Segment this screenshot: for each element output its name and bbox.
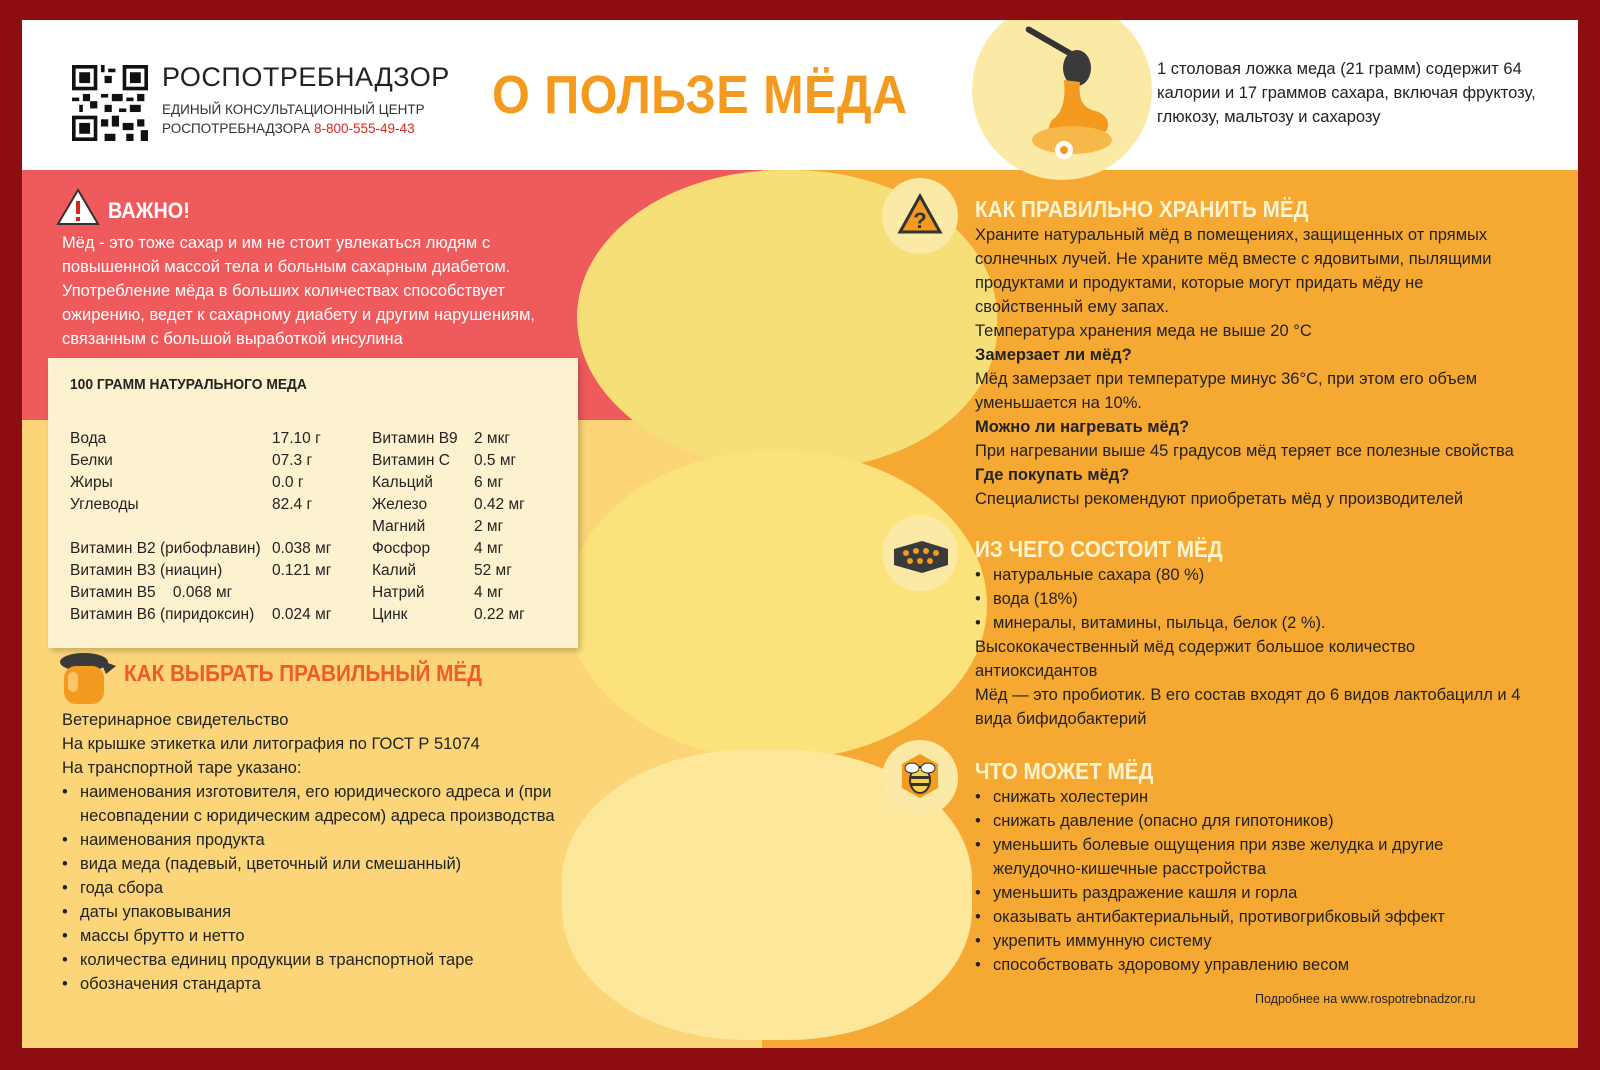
phone-number[interactable]: 8-800-555-49-43 xyxy=(314,121,415,136)
nutrient-value: 0.42 мг xyxy=(474,496,525,513)
composition-bullet-item: • минералы, витамины, пыльца, белок (2 %). xyxy=(975,611,1535,635)
nutrition-row xyxy=(70,606,332,628)
benefits-title: ЧТО МОЖЕТ МЁД xyxy=(975,758,1154,784)
honey-dipper-icon xyxy=(972,20,1152,180)
choose-bullets xyxy=(62,780,562,996)
nutrition-row xyxy=(70,584,232,606)
nutrient-value: 0.121 мг xyxy=(272,562,332,579)
storage-answer: Мёд замерзает при температуре минус 36°С, при этом его объем уменьшается на 10%. xyxy=(975,370,1478,412)
nutrient-name: Магний xyxy=(372,518,426,535)
composition-bullet-item: • натуральные сахара (80 %) xyxy=(975,563,1535,587)
nutrition-table xyxy=(48,358,578,648)
nutrient-name: Углеводы xyxy=(70,496,139,513)
choose-honey-text xyxy=(62,708,562,996)
nutrient-name: Вода xyxy=(70,430,107,447)
nutrient-name: Цинк xyxy=(372,606,408,623)
nutrition-row xyxy=(372,430,511,452)
choose-bullet-item: • наименования продукта xyxy=(62,828,562,852)
nutrition-row xyxy=(372,474,504,496)
choose-bullet-item: • массы брутто и нетто xyxy=(62,924,562,948)
nutrient-value: 17.10 г xyxy=(272,430,321,447)
nutrition-row xyxy=(70,452,313,474)
choose-line: Ветеринарное свидетельство xyxy=(62,711,289,729)
nutrient-value: 2 мг xyxy=(474,518,504,535)
composition-icon-circle xyxy=(882,515,958,591)
choose-bullet-item: • года сбора xyxy=(62,876,562,900)
nutrition-title: 100 ГРАММ НАТУРАЛЬНОГО МЕДА xyxy=(70,376,307,393)
poster xyxy=(22,20,1578,1048)
choose-bullet-item: • количества единиц продукции в транспортной таре xyxy=(62,948,562,972)
storage-answer: При нагревании выше 45 градусов мёд теряет все полезные свойства xyxy=(975,442,1514,460)
benefits-icon-circle xyxy=(882,740,958,816)
nutrient-name: Железо xyxy=(372,496,428,513)
composition-text xyxy=(975,563,1535,731)
storage-question: Замерзает ли мёд? xyxy=(975,346,1132,364)
nutrition-row xyxy=(372,518,504,540)
composition-title: ИЗ ЧЕГО СОСТОИТ МЁД xyxy=(975,536,1223,562)
bee-icon xyxy=(882,740,958,816)
storage-temperature: Температура хранения меда не выше 20 °С xyxy=(975,322,1312,340)
important-text: Мёд - это тоже сахар и им не стоит увлекаться людям с повышенной массой тела и больным сахарным диабетом. Употребление мёда в больших количествах способствует ожирению, ведет к сахарному диабету и другим нарушениям, связанным с большой выработкой инсулина xyxy=(62,234,536,348)
footer-link[interactable]: Подробнее на www.rospotrebnadzor.ru xyxy=(1255,992,1476,1006)
nutrient-value: 0.0 г xyxy=(272,474,304,491)
nutrient-name: Витамин С xyxy=(372,452,450,469)
svg-text:?: ? xyxy=(913,208,927,233)
org-hotline-label: РОСПОТРЕБНАДЗОРА xyxy=(162,121,311,136)
composition-bullets xyxy=(975,563,1535,635)
composition-paragraph: Высококачественный мёд содержит большое количество антиоксидантов xyxy=(975,638,1416,680)
choose-bullet-item: • обозначения стандарта xyxy=(62,972,562,996)
benefit-bullet-item: • снижать давление (опасно для гипотоников) xyxy=(975,809,1535,833)
nutrition-row xyxy=(372,562,512,584)
benefits-text xyxy=(975,785,1535,977)
honey-extractor-illustration-bg xyxy=(567,450,987,760)
nutrient-value: 6 мг xyxy=(474,474,504,491)
choose-bullet-item: • даты упаковывания xyxy=(62,900,562,924)
org-hotline xyxy=(162,121,415,136)
storage-title: КАК ПРАВИЛЬНО ХРАНИТЬ МЁД xyxy=(975,196,1309,222)
qr-code-icon xyxy=(72,65,148,141)
nutrient-value: 4 мг xyxy=(474,584,504,601)
nutrient-value: 52 мг xyxy=(474,562,512,579)
nutrient-name: Витамин В6 (пиридоксин) xyxy=(70,606,255,623)
storage-icon-circle xyxy=(882,178,958,254)
honey-dipper-illustration xyxy=(972,20,1152,180)
choose-line: На транспортной таре указано: xyxy=(62,759,302,777)
honey-jar-icon xyxy=(56,648,120,712)
important-title: ВАЖНО! xyxy=(108,198,190,223)
warning-icon xyxy=(56,188,100,226)
nutrient-name: Натрий xyxy=(372,584,425,601)
choose-bullet-item: • наименования изготовителя, его юридического адреса и (при несовпадении с юридическим адресом) адреса производства xyxy=(62,780,562,828)
choose-bullet-item: • вида меда (падевый, цветочный или смешанный) xyxy=(62,852,562,876)
storage-paragraph: Храните натуральный мёд в помещениях, защищенных от прямых солнечных лучей. Не храните мёд вместе с ядовитыми, пылящими продуктами и продуктами, которые могут придать мёду не свойственный ему запах. xyxy=(975,226,1492,316)
page-title: О ПОЛЬЗЕ МЁДА xyxy=(492,65,908,125)
nutrient-value: 0.5 мг xyxy=(474,452,517,469)
nutrient-name: Витамин В2 (рибофлавин) xyxy=(70,540,261,557)
nutrient-name: Фосфор xyxy=(372,540,431,557)
nutrition-row xyxy=(70,430,321,452)
composition-paragraph: Мёд — это пробиотик. В его состав входят до 6 видов лактобацилл и 4 вида бифидобактерий xyxy=(975,686,1521,728)
benefit-bullet-item: • уменьшить раздражение кашля и горла xyxy=(975,881,1535,905)
nutrient-value: 4 мг xyxy=(474,540,504,557)
nutrition-row xyxy=(372,606,525,628)
nutrition-row xyxy=(372,584,504,606)
benefit-bullet-item: • способствовать здоровому управлению весом xyxy=(975,953,1535,977)
header xyxy=(22,20,1578,170)
nutrient-name: Кальций xyxy=(372,474,433,491)
nutrition-row xyxy=(70,540,332,562)
nutrient-name: Витамин В9 xyxy=(372,430,458,447)
storage-question: Где покупать мёд? xyxy=(975,466,1130,484)
nutrient-value: 0.038 мг xyxy=(272,540,332,557)
nutrient-name: Витамин В3 (ниацин) xyxy=(70,562,223,579)
nutrient-name: Жиры xyxy=(70,474,113,491)
benefit-bullet-item: • оказывать антибактериальный, противогрибковый эффект xyxy=(975,905,1535,929)
composition-bullet-item: • вода (18%) xyxy=(975,587,1535,611)
nutrient-value: 07.3 г xyxy=(272,452,313,469)
storage-question: Можно ли нагревать мёд? xyxy=(975,418,1190,436)
warning-question-icon xyxy=(882,178,958,254)
nutrient-name: Витамин В5 0.068 мг xyxy=(70,584,233,601)
benefit-bullet-item: • снижать холестерин xyxy=(975,785,1535,809)
nutrition-row xyxy=(372,452,517,474)
nutrition-row xyxy=(70,474,304,496)
nutrition-row xyxy=(372,496,525,518)
choose-honey-title: КАК ВЫБРАТЬ ПРАВИЛЬНЫЙ МЁД xyxy=(124,660,482,686)
choose-line: На крышке этикетка или литография по ГОСТ Р 51074 xyxy=(62,735,480,753)
org-subtitle: ЕДИНЫЙ КОНСУЛЬТАЦИОННЫЙ ЦЕНТР xyxy=(162,102,425,117)
nutrient-name: Калий xyxy=(372,562,417,579)
nutrient-value: 0.024 мг xyxy=(272,606,332,623)
nutrient-value: 0.22 мг xyxy=(474,606,525,623)
nutrition-row xyxy=(70,562,332,584)
nutrition-row xyxy=(70,496,313,518)
org-name: РОСПОТРЕБНАДЗОР xyxy=(162,62,450,92)
nutrient-name: Белки xyxy=(70,452,113,469)
benefits-bullets xyxy=(975,785,1535,977)
storage-text xyxy=(975,223,1535,511)
nutrient-value: 82.4 г xyxy=(272,496,313,513)
honeycomb-icon xyxy=(882,515,958,591)
nutrition-row xyxy=(372,540,504,562)
header-note: 1 столовая ложка меда (21 грамм) содержит 64 калории и 17 граммов сахара, включая фруктозу, глюкозу, мальтозу и сахарозу xyxy=(1157,60,1536,126)
benefit-bullet-item: • уменьшить болевые ощущения при язве желудка и другие желудочно-кишечные расстройства xyxy=(975,833,1535,881)
benefit-bullet-item: • укрепить иммунную систему xyxy=(975,929,1535,953)
storage-answer: Специалисты рекомендуют приобретать мёд у производителей xyxy=(975,490,1464,508)
nutrient-value: 2 мкг xyxy=(474,430,511,447)
